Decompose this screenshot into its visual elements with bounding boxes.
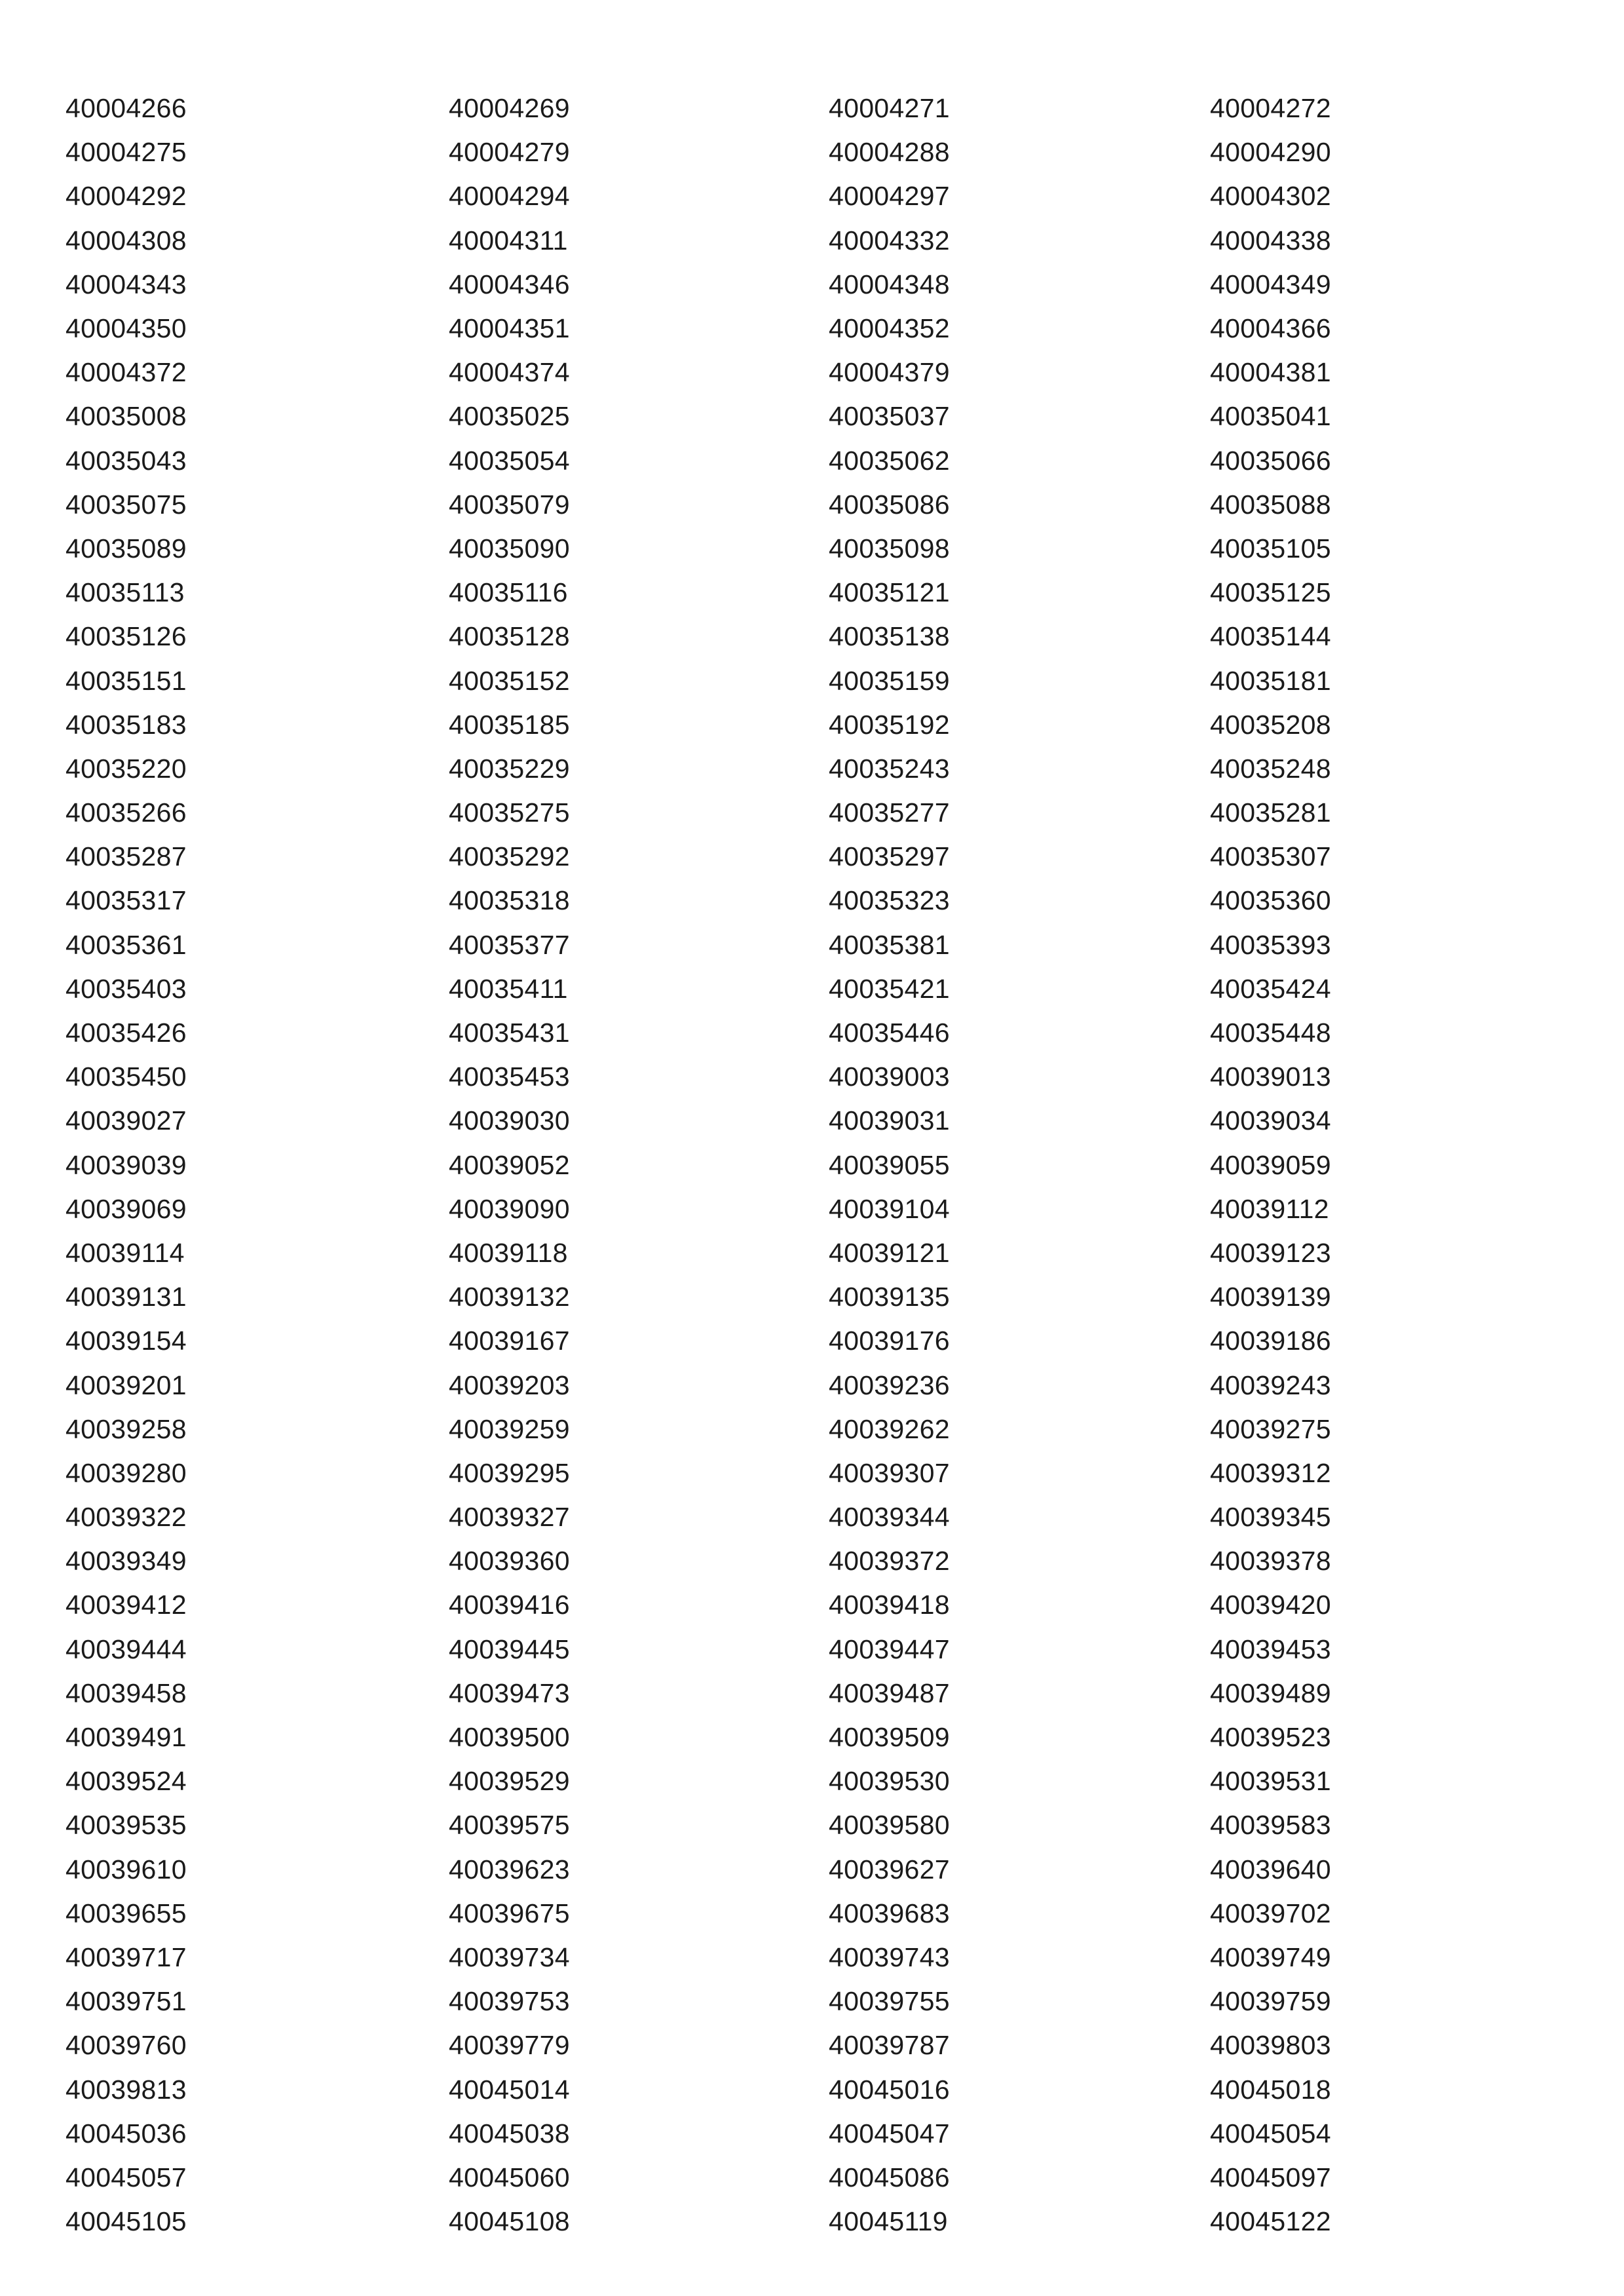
list-row [66, 1848, 1507, 1892]
list-item: 40039787 [829, 2030, 950, 2061]
list-item: 40039734 [449, 1942, 570, 1972]
list-item: 40045047 [829, 2118, 950, 2149]
list-item: 40035079 [449, 489, 570, 520]
list-item: 40039702 [1210, 1898, 1331, 1928]
list-row [66, 967, 1507, 1011]
list-item: 40039034 [1210, 1105, 1331, 1136]
list-item: 40004348 [829, 269, 950, 299]
list-item: 40039132 [449, 1282, 570, 1312]
list-item: 40039258 [66, 1413, 187, 1444]
list-item: 40004343 [66, 269, 187, 299]
list-row [66, 2023, 1507, 2067]
list-item: 40039760 [66, 2030, 187, 2061]
list-item: 40039275 [1210, 1413, 1331, 1444]
list-item: 40035088 [1210, 489, 1331, 520]
list-item: 40004351 [449, 313, 570, 344]
list-row [66, 1803, 1507, 1847]
list-item: 40035183 [66, 709, 187, 740]
list-item: 40039186 [1210, 1326, 1331, 1356]
list-item: 40035062 [829, 445, 950, 476]
list-item: 40039118 [449, 1237, 568, 1268]
list-row [66, 1099, 1507, 1143]
list-item: 40045057 [66, 2162, 187, 2192]
list-row [66, 351, 1507, 394]
list-item: 40039749 [1210, 1942, 1331, 1972]
list-item: 40004288 [829, 137, 950, 168]
list-item: 40039203 [449, 1369, 570, 1400]
list-item: 40039509 [829, 1722, 950, 1753]
list-row [66, 527, 1507, 571]
list-item: 40035248 [1210, 753, 1331, 784]
list-item: 40035125 [1210, 577, 1331, 608]
list-item: 40039131 [66, 1282, 187, 1312]
list-item: 40045018 [1210, 2074, 1331, 2105]
list-item: 40039580 [829, 1810, 950, 1841]
list-row [66, 879, 1507, 923]
list-row [66, 923, 1507, 967]
list-item: 40035066 [1210, 445, 1331, 476]
list-item: 40039575 [449, 1810, 570, 1841]
list-row [66, 1628, 1507, 1672]
list-item: 40004346 [449, 269, 570, 299]
list-item: 40035421 [829, 973, 950, 1004]
list-item: 40039623 [449, 1854, 570, 1885]
list-item: 40039345 [1210, 1502, 1331, 1533]
list-item: 40039121 [829, 1237, 950, 1268]
list-row [66, 483, 1507, 527]
list-item: 40039322 [66, 1502, 187, 1533]
list-item: 40039027 [66, 1105, 187, 1136]
list-item: 40035192 [829, 709, 950, 740]
list-item: 40004292 [66, 181, 187, 212]
list-item: 40035318 [449, 885, 570, 916]
list-row [66, 1143, 1507, 1187]
list-item: 40039610 [66, 1854, 187, 1885]
list-row [66, 307, 1507, 351]
list-item: 40035185 [449, 709, 570, 740]
list-item: 40004332 [829, 225, 950, 256]
list-item: 40039372 [829, 1546, 950, 1577]
list-item: 40039420 [1210, 1590, 1331, 1620]
list-item: 40045036 [66, 2118, 187, 2149]
list-item: 40035403 [66, 973, 187, 1004]
list-item: 40035126 [66, 621, 187, 652]
list-item: 40039243 [1210, 1369, 1331, 1400]
list-item: 40039059 [1210, 1149, 1331, 1180]
list-item: 40039114 [66, 1237, 185, 1268]
list-item: 40004352 [829, 313, 950, 344]
list-item: 40039003 [829, 1062, 950, 1092]
list-item: 40035037 [829, 401, 950, 432]
list-row [66, 1187, 1507, 1231]
list-item: 40039523 [1210, 1722, 1331, 1753]
list-item: 40004350 [66, 313, 187, 344]
list-item: 40039349 [66, 1546, 187, 1577]
list-item: 40035431 [449, 1018, 570, 1048]
list-item: 40004381 [1210, 357, 1331, 388]
list-item: 40035105 [1210, 533, 1331, 564]
list-item: 40039327 [449, 1502, 570, 1533]
list-row [66, 1980, 1507, 2023]
list-item: 40004272 [1210, 93, 1331, 124]
list-item: 40045054 [1210, 2118, 1331, 2149]
list-item: 40039030 [449, 1105, 570, 1136]
list-item: 40039167 [449, 1326, 570, 1356]
list-item: 40039627 [829, 1854, 950, 1885]
list-item: 40039039 [66, 1149, 187, 1180]
list-item: 40039717 [66, 1942, 187, 1972]
list-row [66, 791, 1507, 835]
number-list [66, 86, 1507, 2244]
list-item: 40035181 [1210, 665, 1331, 696]
list-row [66, 835, 1507, 879]
list-item: 40039031 [829, 1105, 950, 1136]
list-row [66, 615, 1507, 659]
list-row [66, 2200, 1507, 2244]
list-item: 40035041 [1210, 401, 1331, 432]
list-item: 40004374 [449, 357, 570, 388]
list-item: 40039090 [449, 1193, 570, 1224]
list-item: 40039458 [66, 1677, 187, 1708]
list-item: 40039529 [449, 1766, 570, 1797]
list-item: 40035151 [66, 665, 187, 696]
list-item: 40035453 [449, 1062, 570, 1092]
list-item: 40039751 [66, 1986, 187, 2017]
list-item: 40004271 [829, 93, 950, 124]
list-item: 40035086 [829, 489, 950, 520]
list-item: 40039753 [449, 1986, 570, 2017]
list-item: 40039583 [1210, 1810, 1331, 1841]
list-item: 40039069 [66, 1193, 187, 1224]
list-item: 40039055 [829, 1149, 950, 1180]
list-item: 40039259 [449, 1413, 570, 1444]
list-item: 40035220 [66, 753, 187, 784]
list-row [66, 1715, 1507, 1759]
list-item: 40035307 [1210, 841, 1331, 872]
list-row [66, 1319, 1507, 1363]
list-item: 40035281 [1210, 797, 1331, 828]
list-item: 40004366 [1210, 313, 1331, 344]
list-item: 40035292 [449, 841, 570, 872]
list-item: 40004290 [1210, 137, 1331, 168]
list-item: 40039683 [829, 1898, 950, 1928]
list-row [66, 1936, 1507, 1980]
list-item: 40035075 [66, 489, 187, 520]
list-item: 40035138 [829, 621, 950, 652]
list-item: 40039123 [1210, 1237, 1331, 1268]
list-item: 40035208 [1210, 709, 1331, 740]
list-item: 40039655 [66, 1898, 187, 1928]
list-item: 40035113 [66, 577, 185, 608]
list-item: 40045105 [66, 2206, 187, 2237]
list-item: 40035090 [449, 533, 570, 564]
list-item: 40035098 [829, 533, 950, 564]
list-item: 40039491 [66, 1722, 187, 1753]
list-item: 40035144 [1210, 621, 1331, 652]
list-item: 40039813 [66, 2074, 187, 2105]
list-item: 40035152 [449, 665, 570, 696]
list-item: 40039535 [66, 1810, 187, 1841]
list-item: 40039307 [829, 1457, 950, 1488]
list-item: 40035317 [66, 885, 187, 916]
list-item: 40035266 [66, 797, 187, 828]
list-item: 40004275 [66, 137, 187, 168]
list-item: 40039312 [1210, 1457, 1331, 1488]
list-item: 40035446 [829, 1018, 950, 1048]
list-item: 40004302 [1210, 181, 1331, 212]
list-item: 40039640 [1210, 1854, 1331, 1885]
list-item: 40039176 [829, 1326, 950, 1356]
list-row [66, 1672, 1507, 1715]
list-item: 40039445 [449, 1634, 570, 1664]
list-item: 40035128 [449, 621, 570, 652]
list-item: 40035159 [829, 665, 950, 696]
list-item: 40035116 [449, 577, 568, 608]
list-item: 40035275 [449, 797, 570, 828]
list-item: 40039473 [449, 1677, 570, 1708]
list-item: 40039531 [1210, 1766, 1331, 1797]
list-item: 40035393 [1210, 929, 1331, 960]
list-item: 40039104 [829, 1193, 950, 1224]
list-item: 40045038 [449, 2118, 570, 2149]
list-item: 40039052 [449, 1149, 570, 1180]
list-item: 40035377 [449, 929, 570, 960]
list-item: 40004269 [449, 93, 570, 124]
list-row [66, 394, 1507, 438]
list-item: 40039500 [449, 1722, 570, 1753]
list-row [66, 571, 1507, 615]
list-item: 40045108 [449, 2206, 570, 2237]
list-item: 40004297 [829, 181, 950, 212]
list-row [66, 1011, 1507, 1055]
list-item: 40039453 [1210, 1634, 1331, 1664]
list-item: 40035448 [1210, 1018, 1331, 1048]
list-item: 40039135 [829, 1282, 950, 1312]
list-item: 40035008 [66, 401, 187, 432]
list-row [66, 659, 1507, 702]
list-item: 40039416 [449, 1590, 570, 1620]
list-item: 40035043 [66, 445, 187, 476]
list-item: 40035089 [66, 533, 187, 564]
list-item: 40035426 [66, 1018, 187, 1048]
list-item: 40039803 [1210, 2030, 1331, 2061]
list-item: 40039530 [829, 1766, 950, 1797]
list-item: 40039412 [66, 1590, 187, 1620]
list-row [66, 2112, 1507, 2156]
list-item: 40004311 [449, 225, 568, 256]
list-item: 40039344 [829, 1502, 950, 1533]
list-item: 40039444 [66, 1634, 187, 1664]
list-row [66, 219, 1507, 263]
list-item: 40039201 [66, 1369, 187, 1400]
list-item: 40045060 [449, 2162, 570, 2192]
list-item: 40045097 [1210, 2162, 1331, 2192]
list-item: 40039295 [449, 1457, 570, 1488]
list-item: 40035025 [449, 401, 570, 432]
list-item: 40004372 [66, 357, 187, 388]
list-item: 40039378 [1210, 1546, 1331, 1577]
list-row [66, 1055, 1507, 1099]
list-item: 40004379 [829, 357, 950, 388]
list-item: 40035277 [829, 797, 950, 828]
list-item: 40045086 [829, 2162, 950, 2192]
list-item: 40035424 [1210, 973, 1331, 1004]
list-row [66, 747, 1507, 791]
list-item: 40045014 [449, 2074, 570, 2105]
list-row [66, 439, 1507, 483]
list-item: 40039743 [829, 1942, 950, 1972]
list-item: 40045122 [1210, 2206, 1331, 2237]
list-item: 40039139 [1210, 1282, 1331, 1312]
list-row [66, 263, 1507, 307]
list-item: 40039447 [829, 1634, 950, 1664]
list-item: 40035243 [829, 753, 950, 784]
list-row [66, 1231, 1507, 1275]
list-item: 40035287 [66, 841, 187, 872]
list-item: 40004294 [449, 181, 570, 212]
list-item: 40039487 [829, 1677, 950, 1708]
list-item: 40039755 [829, 1986, 950, 2017]
list-item: 40045119 [829, 2206, 948, 2237]
list-item: 40039489 [1210, 1677, 1331, 1708]
list-item: 40004279 [449, 137, 570, 168]
list-item: 40035360 [1210, 885, 1331, 916]
list-row [66, 2067, 1507, 2111]
list-item: 40039524 [66, 1766, 187, 1797]
list-item: 40035297 [829, 841, 950, 872]
list-row [66, 703, 1507, 747]
list-item: 40045016 [829, 2074, 950, 2105]
list-item: 40039236 [829, 1369, 950, 1400]
list-row [66, 1539, 1507, 1583]
list-item: 40039675 [449, 1898, 570, 1928]
list-item: 40035323 [829, 885, 950, 916]
list-row [66, 1892, 1507, 1936]
list-item: 40004308 [66, 225, 187, 256]
list-row [66, 130, 1507, 174]
list-item: 40004349 [1210, 269, 1331, 299]
list-item: 40039779 [449, 2030, 570, 2061]
list-item: 40039418 [829, 1590, 950, 1620]
list-row [66, 1451, 1507, 1495]
list-row [66, 1759, 1507, 1803]
list-item: 40035450 [66, 1062, 187, 1092]
list-row [66, 2156, 1507, 2200]
list-item: 40035054 [449, 445, 570, 476]
list-item: 40004266 [66, 93, 187, 124]
list-row [66, 86, 1507, 130]
list-item: 40039262 [829, 1413, 950, 1444]
list-row [66, 1495, 1507, 1539]
list-row [66, 1275, 1507, 1319]
list-item: 40004338 [1210, 225, 1331, 256]
list-row [66, 1407, 1507, 1451]
list-item: 40035411 [449, 973, 568, 1004]
list-item: 40039154 [66, 1326, 187, 1356]
list-row [66, 174, 1507, 218]
list-item: 40039013 [1210, 1062, 1331, 1092]
list-item: 40035229 [449, 753, 570, 784]
list-row [66, 1363, 1507, 1407]
list-item: 40039759 [1210, 1986, 1331, 2017]
list-item: 40039280 [66, 1457, 187, 1488]
list-row [66, 1583, 1507, 1627]
list-item: 40039112 [1210, 1193, 1329, 1224]
list-item: 40035381 [829, 929, 950, 960]
list-item: 40035121 [829, 577, 950, 608]
list-item: 40039360 [449, 1546, 570, 1577]
list-item: 40035361 [66, 929, 187, 960]
